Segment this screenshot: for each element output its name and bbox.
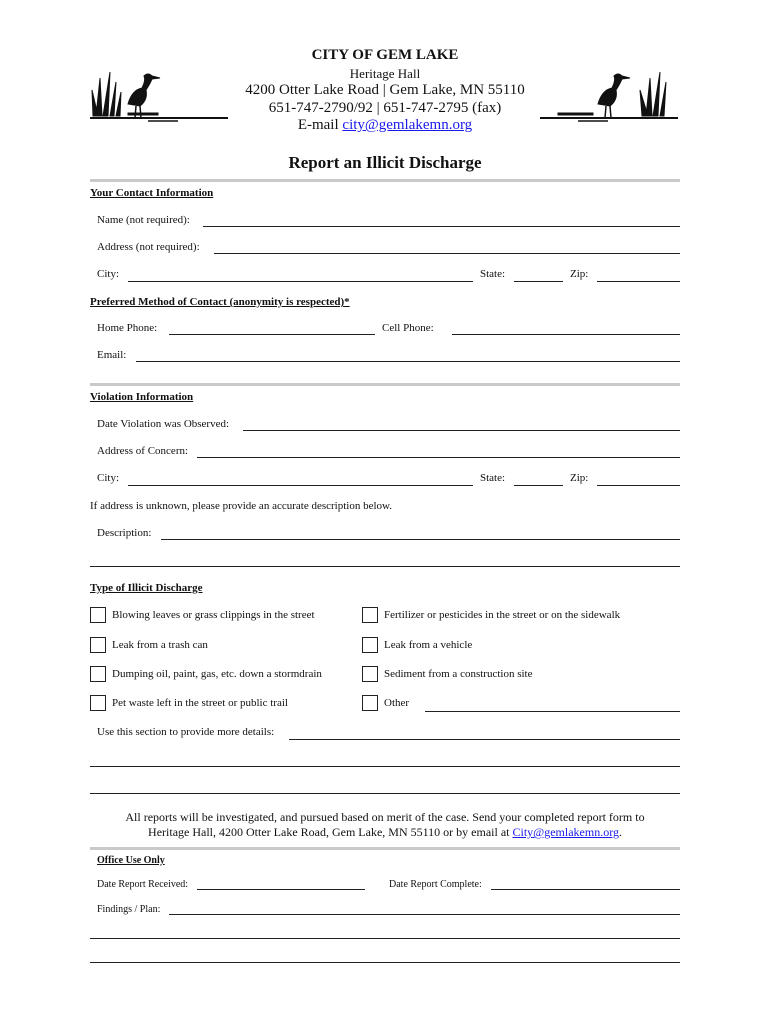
findings-field-line-2[interactable] — [90, 938, 680, 939]
violation-state-field[interactable] — [514, 485, 563, 486]
name-field[interactable] — [203, 226, 680, 227]
date-observed-field[interactable] — [243, 430, 680, 431]
zip-field[interactable] — [597, 281, 680, 282]
hall-name: Heritage Hall — [349, 66, 421, 81]
office-heading: Office Use Only — [97, 855, 165, 866]
date-complete-field[interactable] — [491, 889, 680, 890]
other-field[interactable] — [425, 711, 680, 712]
unknown-address-note: If address is unknown, please provide an accurate description below. — [90, 500, 392, 512]
city-phone: 651-747-2790/92 | 651-747-2795 (fax) — [268, 100, 502, 116]
submission-instructions-line-1: All reports will be investigated, and pursued based on merit of the case. Send your completed report form to — [125, 810, 645, 824]
contact-heading: Your Contact Information — [90, 187, 214, 199]
option-vehicle-leak: Leak from a vehicle — [384, 639, 473, 651]
submission-instructions-line-2 — [0, 825, 770, 840]
checkbox-sediment[interactable] — [362, 666, 378, 682]
violation-zip-field[interactable] — [597, 485, 680, 486]
city-label: City: — [97, 268, 120, 280]
checkbox-dumping[interactable] — [90, 666, 106, 682]
findings-label: Findings / Plan: — [97, 904, 161, 915]
email-prefix: E-mail — [297, 117, 343, 133]
address-label: Address (not required): — [97, 241, 200, 253]
name-label: Name (not required): — [97, 214, 190, 226]
state-label: State: — [480, 268, 506, 280]
city-email-line — [0, 117, 770, 134]
city-field[interactable] — [128, 281, 473, 282]
divider — [90, 383, 680, 386]
zip-label: Zip: — [570, 268, 589, 280]
findings-field[interactable] — [169, 914, 680, 915]
findings-field-line-3[interactable] — [90, 962, 680, 963]
date-received-field[interactable] — [197, 889, 365, 890]
date-received-label: Date Report Received: — [97, 879, 189, 890]
checkbox-trash-can[interactable] — [90, 637, 106, 653]
description-field-continued[interactable] — [90, 566, 680, 567]
date-complete-label: Date Report Complete: — [389, 879, 482, 890]
home-phone-field[interactable] — [169, 334, 375, 335]
preferred-heading — [90, 296, 350, 308]
checkbox-pet-waste[interactable] — [90, 695, 106, 711]
address-of-concern-label: Address of Concern: — [97, 445, 189, 457]
preferred-heading-text: Preferred Method of Contact (anonymity is respected)* — [90, 296, 350, 308]
option-blowing-leaves: Blowing leaves or grass clippings in the street — [112, 609, 315, 621]
description-label: Description: — [97, 527, 152, 539]
divider — [90, 847, 680, 850]
page-title: Report an Illicit Discharge — [288, 153, 482, 172]
cell-phone-label: Cell Phone: — [382, 322, 434, 334]
email-label: Email: — [97, 349, 127, 361]
violation-city-field[interactable] — [128, 485, 473, 486]
email-field[interactable] — [136, 361, 680, 362]
option-trash-can: Leak from a trash can — [112, 639, 208, 651]
cell-phone-field[interactable] — [452, 334, 680, 335]
submission-email-link[interactable]: City@gemlakemn.org — [512, 825, 619, 839]
checkbox-vehicle-leak[interactable] — [362, 637, 378, 653]
instructions-text: Heritage Hall, 4200 Otter Lake Road, Gem Lake, MN 55110 or by email at — [148, 825, 513, 839]
violation-heading: Violation Information — [90, 391, 194, 403]
checkbox-fertilizer[interactable] — [362, 607, 378, 623]
types-heading: Type of Illicit Discharge — [90, 582, 203, 594]
details-field[interactable] — [289, 739, 680, 740]
violation-city-label: City: — [97, 472, 120, 484]
address-field[interactable] — [214, 253, 680, 254]
home-phone-label: Home Phone: — [97, 322, 158, 334]
address-of-concern-field[interactable] — [197, 457, 680, 458]
option-pet-waste: Pet waste left in the street or public trail — [112, 697, 288, 709]
description-field[interactable] — [161, 539, 680, 540]
option-fertilizer: Fertilizer or pesticides in the street or on the sidewalk — [384, 609, 621, 621]
city-name: CITY OF GEM LAKE — [311, 47, 459, 63]
checkbox-blowing-leaves[interactable] — [90, 607, 106, 623]
option-sediment: Sediment from a construction site — [384, 668, 533, 680]
details-field-line-3[interactable] — [90, 793, 680, 794]
state-field[interactable] — [514, 281, 563, 282]
checkbox-other[interactable] — [362, 695, 378, 711]
date-observed-label: Date Violation was Observed: — [97, 418, 230, 430]
divider — [90, 179, 680, 182]
details-label: Use this section to provide more details: — [97, 726, 275, 738]
city-address: 4200 Otter Lake Road | Gem Lake, MN 55110 — [245, 82, 525, 98]
city-email-link[interactable]: city@gemlakemn.org — [342, 117, 473, 133]
details-field-line-2[interactable] — [90, 766, 680, 767]
violation-state-label: State: — [480, 472, 506, 484]
instructions-period: . — [618, 825, 622, 839]
violation-zip-label: Zip: — [570, 472, 589, 484]
option-dumping: Dumping oil, paint, gas, etc. down a stormdrain — [112, 668, 322, 680]
option-other: Other — [384, 697, 410, 709]
